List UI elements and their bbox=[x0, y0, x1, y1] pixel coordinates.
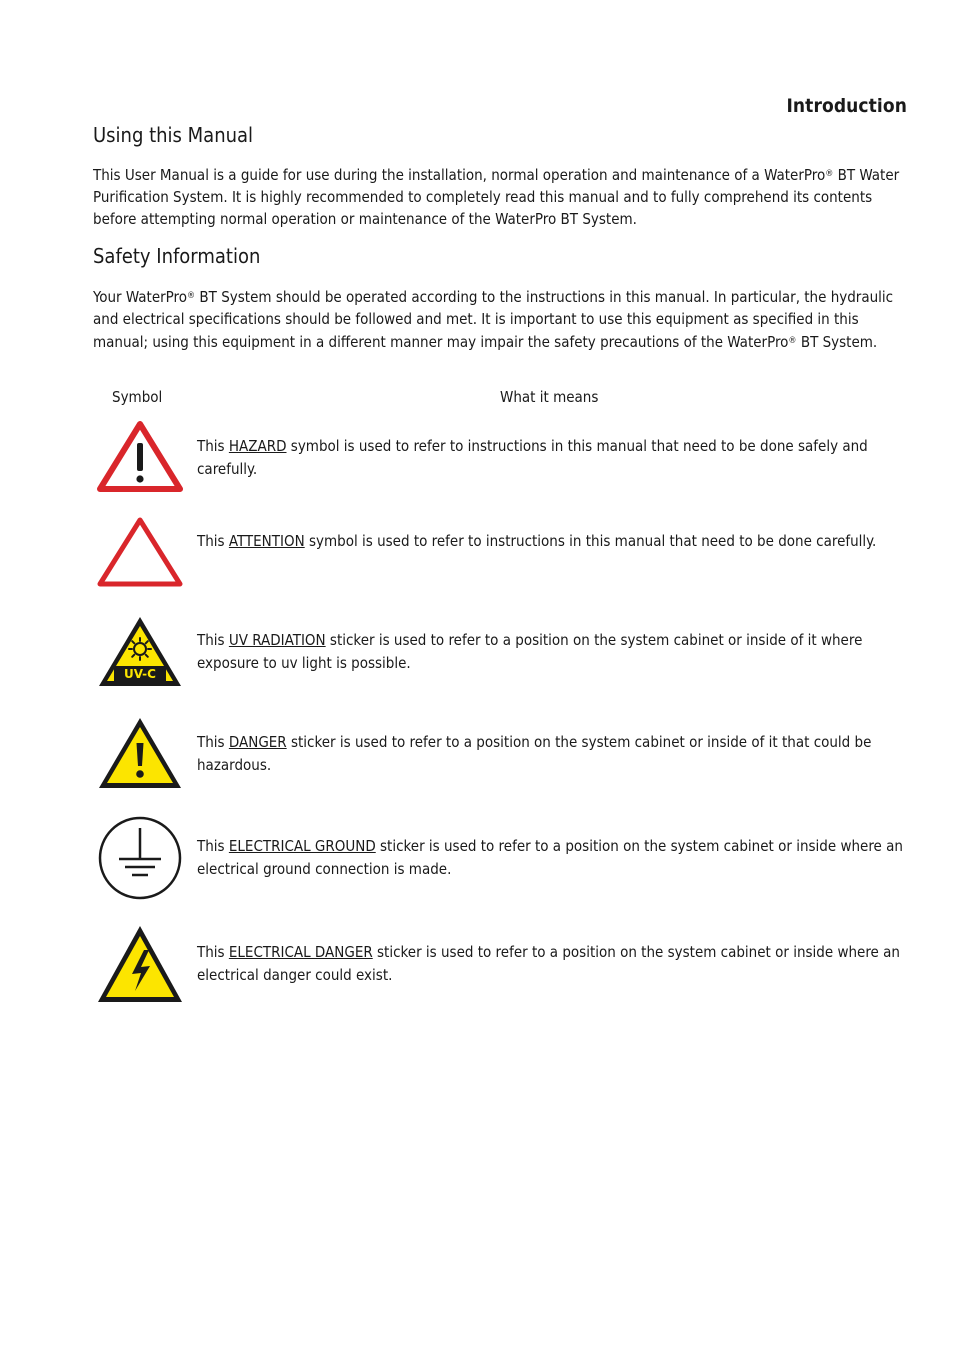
text-run: This bbox=[197, 631, 229, 649]
safety-paragraph bbox=[93, 285, 913, 353]
electrical-ground-icon bbox=[97, 815, 183, 901]
term-uv-radiation: UV RADIATION bbox=[228, 631, 326, 649]
uv-radiation-icon bbox=[97, 615, 183, 687]
text-run: This bbox=[197, 532, 229, 550]
hazard-icon bbox=[97, 421, 183, 493]
text-run: symbol is used to refer to instructions in this manual that need to be done carefully. bbox=[304, 532, 877, 550]
registered-mark: ® bbox=[788, 336, 797, 346]
text-run: BT Water Purification System. It is highly recommended to completely read this manual and to fully comprehend its contents before attempting normal operation or maintenance of the WaterPro BT System. bbox=[93, 166, 900, 228]
text-run: This bbox=[197, 733, 229, 751]
registered-mark: ® bbox=[187, 291, 196, 301]
text-run: sticker is used to refer to a position on the system cabinet or inside where an electrical ground connection is made. bbox=[197, 837, 903, 878]
column-header-meaning: What it means bbox=[500, 388, 599, 406]
text-run: This bbox=[197, 437, 229, 455]
term-hazard: HAZARD bbox=[228, 437, 287, 455]
uv-c-label: UV-C bbox=[124, 667, 156, 681]
symbol-description bbox=[197, 731, 911, 776]
electrical-danger-icon bbox=[97, 925, 183, 1003]
text-run: Your WaterPro bbox=[93, 288, 188, 306]
text-run: This User Manual is a guide for use during the installation, normal operation and maintenance of a WaterPro bbox=[93, 166, 826, 184]
symbol-description bbox=[197, 435, 911, 480]
chapter-title: Introduction bbox=[786, 95, 907, 117]
column-header-symbol: Symbol bbox=[112, 388, 163, 406]
text-run: This bbox=[197, 943, 229, 961]
symbol-description bbox=[197, 530, 911, 553]
text-run: symbol is used to refer to instructions in this manual that need to be done safely and carefully. bbox=[197, 437, 868, 478]
symbol-description bbox=[197, 941, 911, 986]
text-run: sticker is used to refer to a position on the system cabinet or inside of it that could be hazardous. bbox=[197, 733, 872, 774]
term-danger: DANGER bbox=[228, 733, 287, 751]
symbol-description bbox=[197, 629, 911, 674]
attention-icon bbox=[97, 516, 183, 588]
term-electrical-danger: ELECTRICAL DANGER bbox=[228, 943, 373, 961]
text-run: BT System. bbox=[796, 333, 878, 351]
symbol-description bbox=[197, 835, 911, 880]
term-electrical-ground: ELECTRICAL GROUND bbox=[228, 837, 376, 855]
registered-mark: ® bbox=[825, 169, 834, 179]
section-heading-safety: Safety Information bbox=[93, 244, 261, 268]
term-attention: ATTENTION bbox=[228, 532, 305, 550]
danger-icon bbox=[97, 717, 183, 789]
text-run: BT System should be operated according to the instructions in this manual. In particular, the hydraulic and electrical specifications should be followed and met. It is important to use this equipment as specified in this manual; using this equipment in a different manner may impair the safety precautions of the WaterPro bbox=[93, 288, 894, 351]
text-run: sticker is used to refer to a position on the system cabinet or inside of it where exposure to uv light is possible. bbox=[197, 631, 863, 672]
text-run: This bbox=[197, 837, 229, 855]
text-run: sticker is used to refer to a position on the system cabinet or inside where an electrical danger could exist. bbox=[197, 943, 900, 984]
section-heading-using-manual: Using this Manual bbox=[93, 123, 254, 147]
using-manual-paragraph bbox=[93, 163, 913, 230]
